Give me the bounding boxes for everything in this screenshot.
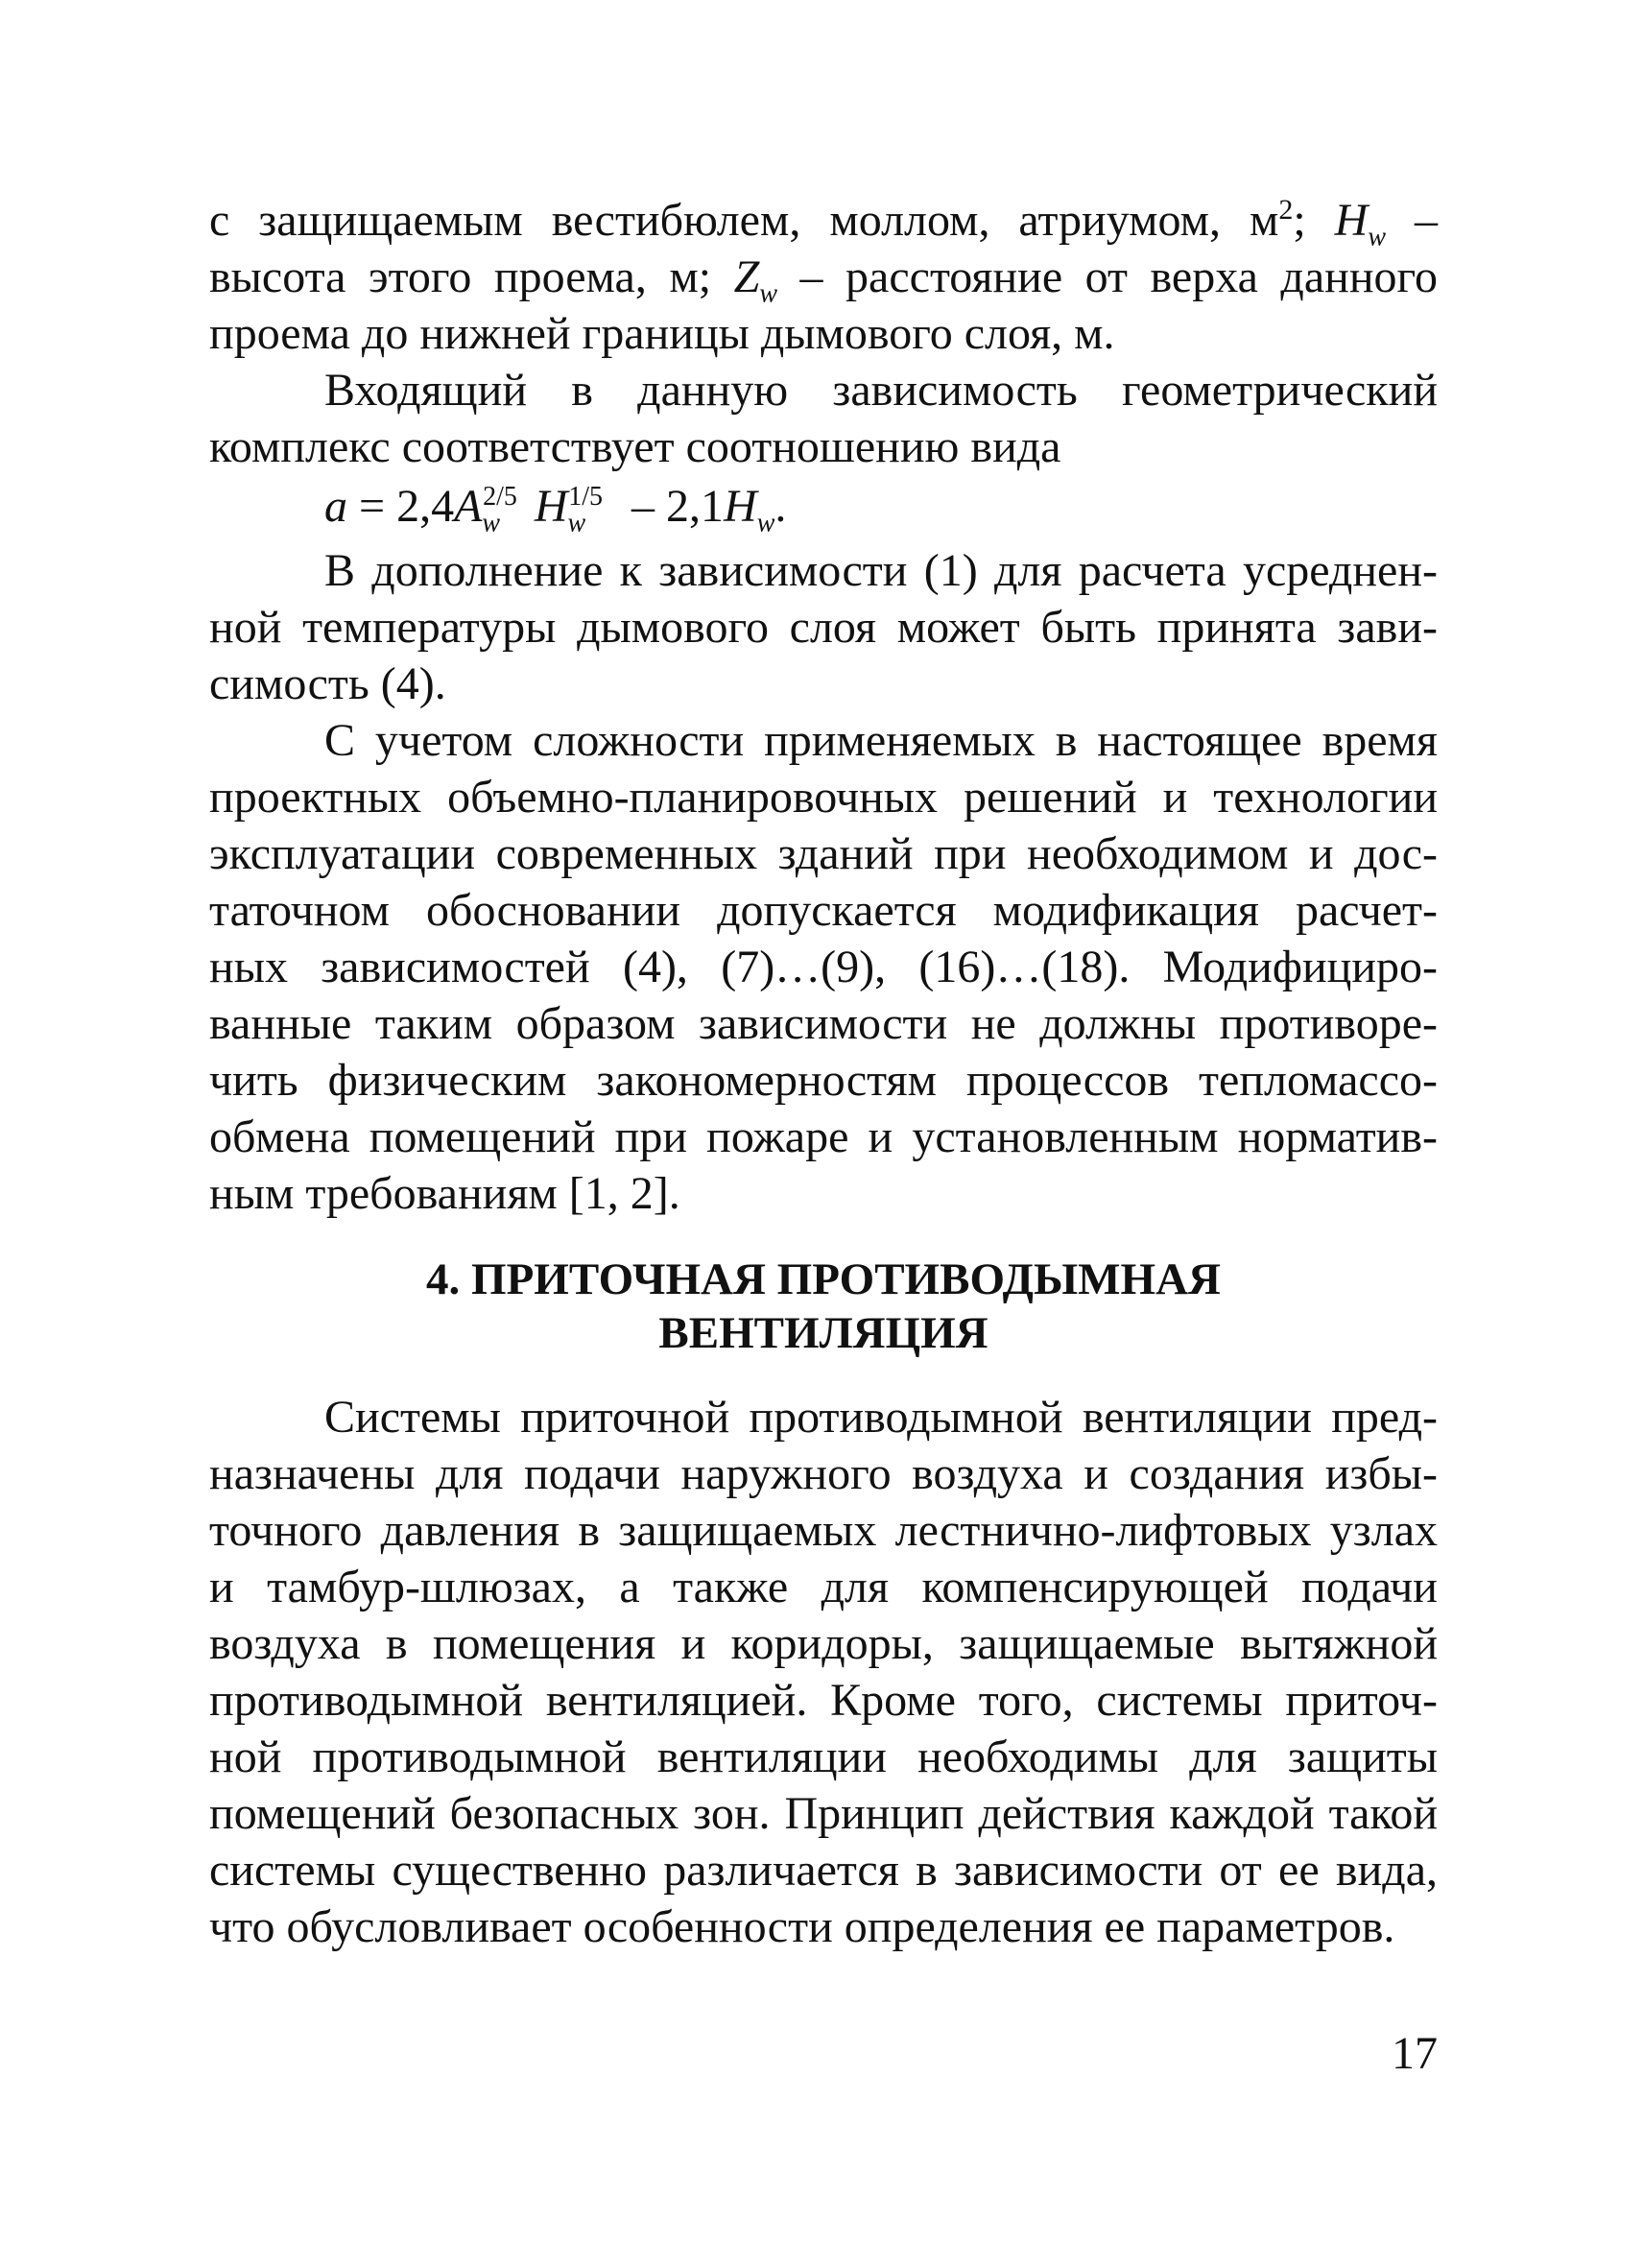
text-line: С учетом сложности применяемых в настоящее время: [324, 715, 1438, 766]
text-line: высота этого проема, м; $Z_w$ – расстояние от верха данного: [209, 251, 1438, 309]
section-heading-line: ВЕНТИЛЯЦИЯ: [658, 1308, 988, 1358]
paragraph-addition: [209, 542, 1438, 712]
text-line: ной противодымной вентиляции необходимы для защиты: [209, 1731, 1438, 1782]
page-content: [209, 192, 1438, 1955]
text-line: системы существенно различается в зависимости от ее вида,: [209, 1845, 1438, 1896]
text-line: противодымной вентиляцией. Кроме того, системы приточ-: [209, 1675, 1438, 1726]
text-line: ным требованиям [1, 2].: [209, 1168, 680, 1219]
text-line: чить физическим закономерностям процессов тепломассо-: [209, 1055, 1438, 1106]
text-line: помещений безопасных зон. Принцип действия каждой такой: [209, 1788, 1438, 1839]
paragraph-modification: [209, 712, 1438, 1222]
text-line: обмена помещений при пожаре и установленным норматив-: [209, 1111, 1438, 1162]
text-line: с защищаемым вестибюлем, моллом, атриумом, $м^2$; $H_w$ –: [209, 194, 1439, 252]
text-line: таточном обосновании допускается модификация расчет-: [209, 885, 1438, 936]
formula: $a = 2,4A_w^{2/5}$ $H_w^{1/5} - 2,1H_w$.: [324, 481, 787, 538]
text-line: воздуха в помещения и коридоры, защищаемые вытяжной: [209, 1618, 1438, 1669]
section-heading: [209, 1253, 1438, 1360]
paragraph-complex: [209, 362, 1438, 475]
text-line: симость (4).: [209, 658, 446, 709]
text-line: проема до нижней границы дымового слоя, м.: [209, 308, 1115, 359]
text-line: проектных объемно-планировочных решений и технологии: [209, 772, 1438, 823]
text-line: Входящий в данную зависимость геометрический: [324, 365, 1438, 416]
text-line: Системы приточной противодымной вентиляции пред-: [324, 1392, 1438, 1443]
section-heading-line: 4. ПРИТОЧНАЯ ПРОТИВОДЫМНАЯ: [426, 1254, 1221, 1304]
text-line: ванные таким образом зависимости не должны противоре-: [209, 998, 1438, 1049]
paragraph-supply: [209, 1389, 1438, 1955]
text-line: В дополнение к зависимости (1) для расчета усреднен-: [324, 545, 1438, 596]
text-line: что обусловливает особенности определения ее параметров.: [209, 1901, 1395, 1952]
text-line: и тамбур-шлюзах, а также для компенсирующей подачи: [209, 1562, 1438, 1612]
paragraph-continuation: [209, 192, 1438, 362]
text-line: ных зависимостей (4), (7)…(9), (16)…(18). Модифициро-: [209, 942, 1438, 992]
text-line: точного давления в защищаемых лестнично-лифтовых узлах: [209, 1505, 1438, 1556]
page-number: 17: [1392, 2028, 1438, 2079]
text-line: комплекс соответствует соотношению вида: [209, 421, 1061, 472]
text-line: ной температуры дымового слоя может быть принята зави-: [209, 602, 1438, 653]
text-line: эксплуатации современных зданий при необходимом и дос-: [209, 828, 1438, 879]
text-line: назначены для подачи наружного воздуха и создания избы-: [209, 1448, 1438, 1499]
